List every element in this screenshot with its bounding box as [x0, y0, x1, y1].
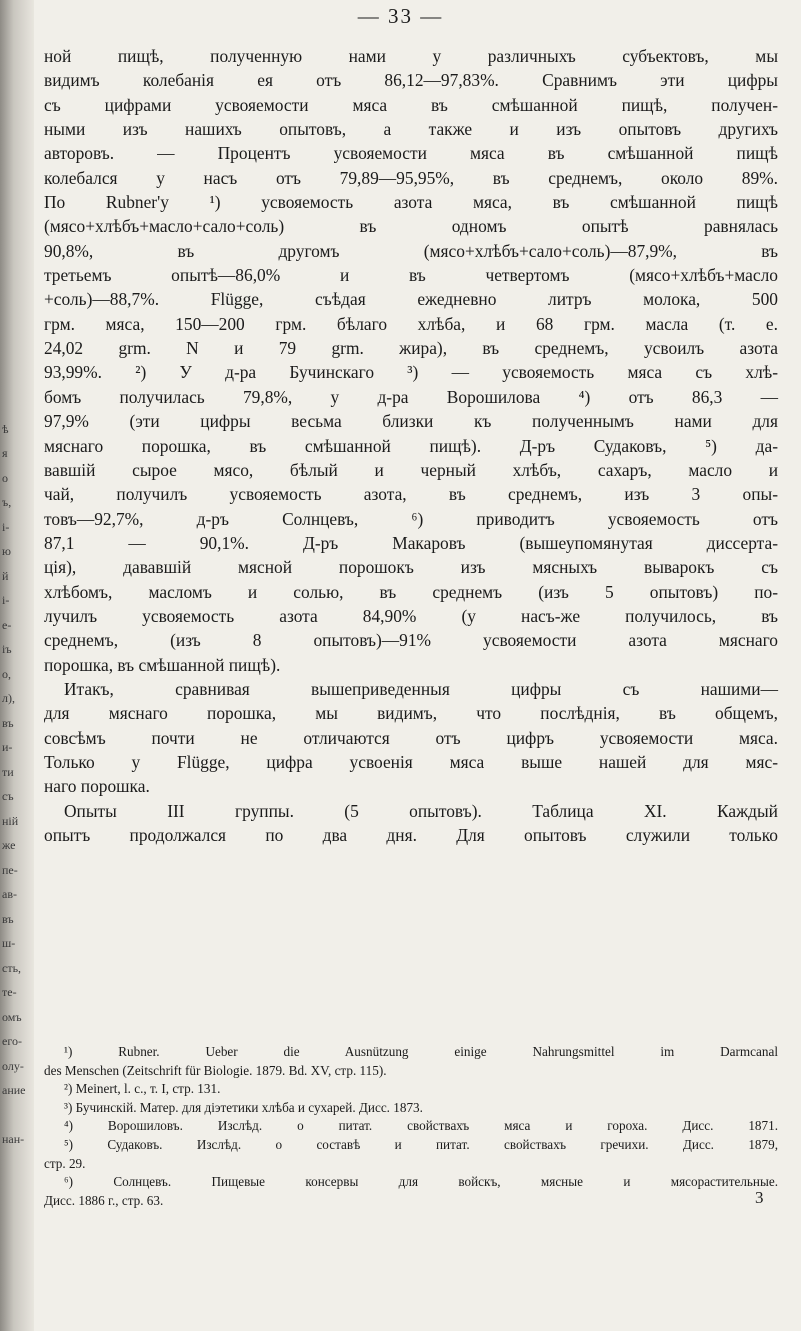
bleed-through-fragment [2, 98, 32, 123]
text-line: видимъ колебанія ея отъ 86,12—97,83%. Сравнимъ эти цифры [44, 70, 778, 91]
footnote-line: ¹) Rubner. Ueber die Ausnützung einige Nahrungsmittel im Darmcanal [64, 1044, 778, 1059]
text-line: Опыты III группы. (5 опытовъ). Таблица XI. Каждый [64, 800, 778, 821]
bleed-through-fragment [2, 245, 32, 270]
text-line: ными изъ нашихъ опытовъ, а также и изъ опытовъ другихъ [44, 119, 778, 140]
text-line: наго порошка. [44, 776, 150, 797]
bleed-through-fragment: ш- [2, 936, 16, 950]
bleed-through-fragment [2, 270, 32, 295]
text-line: ной пищѣ, полученную нами у различныхъ субъектовъ, мы [44, 46, 778, 66]
bleed-through-fragment [2, 392, 32, 417]
text-line: лучилъ усвояемость азота 84,90% (у насъ-же получилось, въ [44, 605, 778, 626]
bleed-through-fragment: и- [2, 740, 13, 754]
text-line: мяснаго порошка, въ смѣшанной пищѣ). Д-ръ Судаковъ, ⁵) да- [44, 435, 778, 456]
footnote-line: ²) Meinert, l. c., т. I, стр. 131. [64, 1081, 221, 1097]
text-line: Только у Flügge, цифра усвоенія мяса выше нашей для мяс- [44, 751, 778, 772]
bleed-through-fragment: е- [2, 617, 12, 632]
bleed-through-fragment: омъ [2, 1009, 22, 1024]
text-line: 90,8%, въ другомъ (мясо+хлѣбъ+сало+соль)—87,9%, въ [44, 240, 778, 261]
bleed-through-fragment: о [2, 470, 8, 485]
bleed-through-fragment: і- [2, 593, 10, 607]
footnote-line: ³) Бучинскій. Матер. для діэтетики хлѣба и сухарей. Дисс. 1873. [64, 1099, 423, 1115]
bleed-through-fragment: пе- [2, 862, 18, 877]
text-line: товъ—92,7%, д-ръ Солнцевъ, ⁶) приводитъ усвояемость отъ [44, 508, 778, 529]
bleed-through-fragment: съ [2, 789, 14, 803]
bleed-through-fragment: і- [2, 519, 10, 534]
bleed-through-fragment: ній [2, 813, 19, 828]
bleed-through-fragment: л), [2, 691, 15, 705]
text-line: авторовъ. — Процентъ усвояемости мяса въ смѣшанной пищѣ [44, 143, 778, 164]
text-line: опытъ продолжался по два дня. Для опытовъ служили только [44, 825, 778, 845]
text-line: хлѣбомъ, масломъ и солью, въ среднемъ (изъ 5 опытовъ) по- [44, 581, 778, 602]
text-line: среднемъ, (изъ 8 опытовъ)—91% усвояемости азота мяснаго [44, 630, 778, 651]
text-line: вавшій сырое мясо, бѣлый и черный хлѣбъ, сахаръ, масло и [44, 459, 778, 480]
bleed-through-fragment [2, 74, 32, 99]
bleed-through-fragment: ание [2, 1083, 26, 1097]
bleed-through-fragment: ъ, [2, 495, 12, 509]
bleed-through-fragment [2, 196, 32, 221]
text-line: 24,02 grm. N и 79 grm. жира), въ среднемъ, усвоилъ азота [44, 338, 778, 359]
bleed-through-fragment: въ [2, 911, 14, 926]
bleed-through-fragment [2, 294, 32, 319]
bleed-through-column [2, 0, 32, 1152]
bleed-through-fragment [2, 221, 32, 246]
bleed-through-fragment [2, 49, 32, 74]
text-line: совсѣмъ почти не отличаются отъ цифръ усвояемости мяса. [44, 727, 778, 748]
bleed-through-fragment [2, 343, 32, 368]
text-line: +соль)—88,7%. Flügge, съѣдая ежедневно литръ молока, 500 [44, 289, 778, 310]
text-line: для мяснаго порошка, мы видимъ, что послѣднія, въ общемъ, [44, 703, 778, 724]
footnote-line: ⁴) Ворошиловъ. Изслѣд. о питат. свойствахъ мяса и гороха. Дисс. 1871. [64, 1118, 778, 1134]
signature-mark: 3 [755, 1188, 764, 1207]
footnote-line: des Menschen (Zeitschrift für Biologie. 1879. Bd. XV, стр. 115). [44, 1062, 387, 1078]
bleed-through-fragment [2, 123, 32, 148]
bleed-through-fragment: те- [2, 985, 17, 999]
bleed-through-fragment: ав- [2, 887, 17, 901]
text-line: 97,9% (эти цифры весьма близки къ полученнымъ нами для [44, 411, 778, 432]
page-number: — 33 — [357, 4, 444, 28]
bleed-through-fragment: же [2, 838, 16, 852]
text-line: ція), дававшій мясной порошокъ изъ мясныхъ выварокъ съ [44, 557, 778, 578]
body-text [44, 44, 778, 847]
footnotes [44, 1043, 778, 1210]
bleed-through-fragment: ѣ [2, 421, 9, 436]
bleed-through-fragment [2, 319, 32, 344]
text-line: бомъ получилась 79,8%, у д-ра Ворошилова ⁴) отъ 86,3 — [44, 386, 778, 407]
text-line: По Rubner'у ¹) усвояемость азота мяса, въ смѣшанной пищѣ [44, 192, 778, 213]
text-line: чай, получилъ усвояемость азота, въ среднемъ, изъ 3 опы- [44, 484, 778, 505]
footnote-line: ⁵) Судаковъ. Изслѣд. о составѣ и питат. свойствахъ гречихи. Дисс. 1879, [64, 1136, 778, 1152]
bleed-through-fragment [2, 172, 32, 197]
text-line: колебался у насъ отъ 79,89—95,95%, въ среднемъ, около 89%. [44, 167, 778, 188]
text-line: съ цифрами усвояемости мяса въ смѣшанной пищѣ, получен- [44, 94, 778, 115]
footnote-line: стр. 29. [44, 1155, 86, 1171]
text-line: порошка, въ смѣшанной пищѣ). [44, 654, 281, 675]
bleed-through-fragment: я [2, 446, 8, 460]
bleed-through-fragment: й [2, 568, 9, 583]
text-line: Итакъ, сравнивая вышеприведенныя цифры съ нашими— [64, 678, 778, 699]
bleed-through-fragment [2, 147, 32, 172]
text-line: (мясо+хлѣбъ+масло+сало+соль) въ одномъ опытѣ равнялась [44, 216, 778, 237]
bleed-through-fragment: его- [2, 1034, 22, 1048]
bleed-through-fragment: въ [2, 715, 14, 730]
footnote-line: ⁶) Солнцевъ. Пищевые консервы для войскъ, мясные и мясорастительные. [64, 1174, 778, 1190]
bleed-through-fragment: ти [2, 764, 14, 779]
text-line: грм. мяса, 150—200 грм. бѣлаго хлѣба, и 68 грм. масла (т. е. [44, 313, 778, 334]
bleed-through-fragment [2, 1103, 32, 1128]
bleed-through-fragment: сть, [2, 960, 22, 975]
bleed-through-fragment [2, 368, 32, 393]
footnote-line: Дисс. 1886 г., стр. 63. [44, 1192, 164, 1208]
bleed-through-fragment: олу- [2, 1058, 24, 1073]
bleed-through-fragment: іъ [2, 642, 12, 656]
text-line: 93,99%. ²) У д-ра Бучинскаго ³) — усвояемость мяса съ хлѣ- [44, 362, 778, 383]
bleed-through-fragment: ю [2, 544, 11, 558]
bleed-through-fragment: нан- [2, 1132, 25, 1146]
text-line: 87,1 — 90,1%. Д-ръ Макаровъ (вышеупомянутая диссерта- [44, 532, 778, 553]
bleed-through-fragment: о, [2, 666, 11, 681]
text-line: третьемъ опытѣ—86,0% и въ четвертомъ (мясо+хлѣбъ+масло [44, 265, 778, 286]
